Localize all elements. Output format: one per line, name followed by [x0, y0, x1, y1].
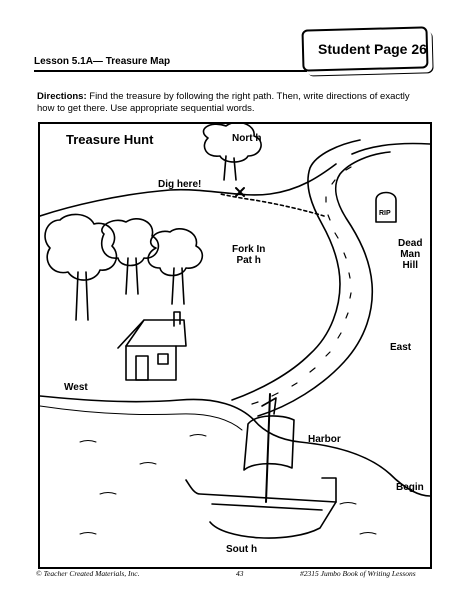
map-title: Treasure Hunt: [66, 132, 154, 147]
label-dead-line1: Dead: [398, 238, 423, 249]
label-east: East: [390, 342, 412, 353]
shoreline-inner: [40, 406, 242, 430]
label-west: West: [64, 382, 88, 393]
road-edge-left: [232, 140, 360, 400]
label-fork-line1: Fork In: [232, 244, 266, 255]
footer-copyright: © Teacher Created Materials, Inc.: [36, 569, 140, 578]
label-fork-in-path: [232, 244, 265, 266]
hill-line-right: [352, 143, 430, 154]
footer-page-number: 43: [236, 569, 244, 578]
label-dead-line3: Hill: [402, 260, 418, 271]
directions-text: [37, 91, 429, 115]
header-rule: [34, 70, 330, 72]
road-edge-right: [258, 152, 390, 416]
map-illustration: [40, 124, 430, 567]
house: [118, 312, 186, 380]
tombstone: [376, 193, 396, 223]
footer-book-title: #2315 Jumbo Book of Writing Lessons: [300, 569, 416, 578]
label-south: Sout h: [226, 544, 258, 555]
fork-path: [220, 194, 324, 216]
student-page-label: Student Page 26: [318, 41, 427, 57]
tombstone-text: RIP: [379, 210, 391, 217]
tree-cluster-left: [45, 214, 202, 320]
water-ripples: [80, 435, 376, 535]
directions-label: Directions:: [37, 91, 87, 102]
directions-body: Find the treasure by following the right path. Then, write directions of exactly how to get there. Use appropriate sequential words.: [37, 91, 410, 114]
label-dead-line2: Man: [400, 249, 421, 260]
label-begin: Begin: [396, 482, 424, 493]
label-dead-man-hill: [398, 238, 422, 271]
road-footprints: [252, 167, 351, 404]
label-north: Nort h: [232, 133, 262, 144]
lesson-title: Lesson 5.1A— Treasure Map: [34, 56, 171, 67]
label-harbor: Harbor: [308, 434, 341, 445]
label-dig-here: Dig here!: [158, 179, 202, 190]
shoreline: [40, 396, 430, 496]
treasure-map: [38, 122, 432, 569]
label-fork-line2: Pat h: [236, 255, 261, 266]
